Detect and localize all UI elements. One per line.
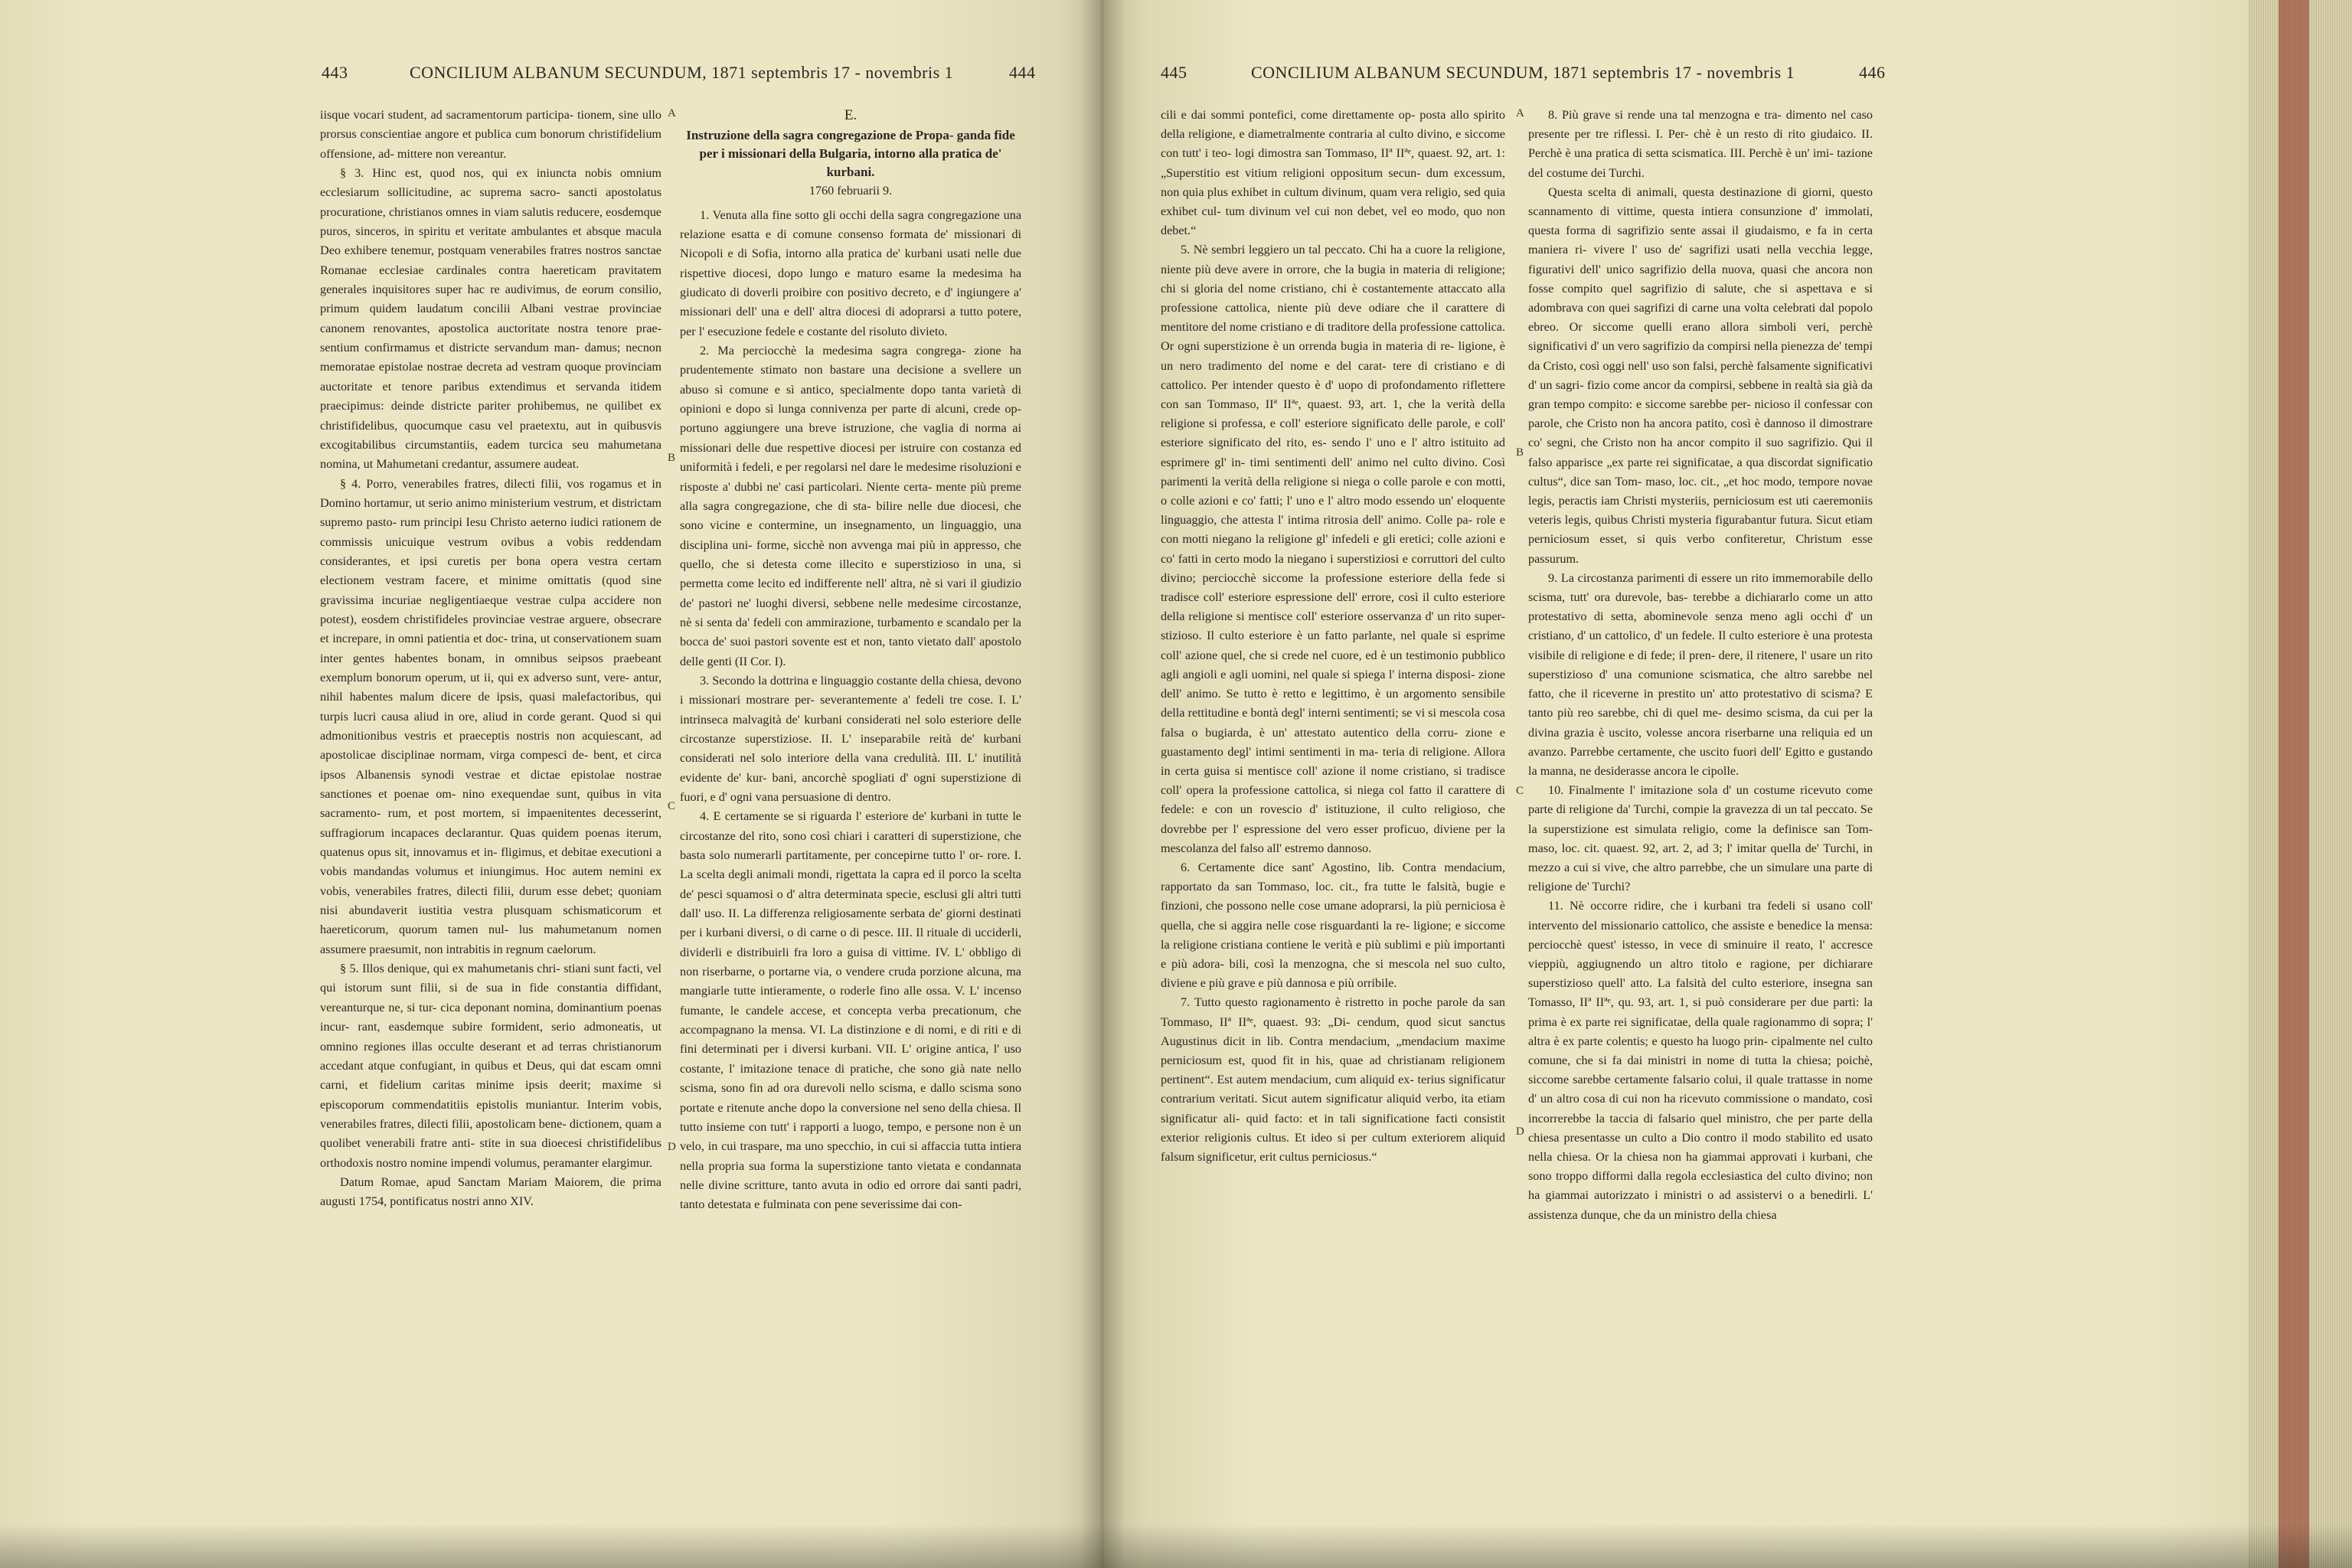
margin-marker-c: C xyxy=(1516,785,1524,797)
book-edge-right xyxy=(2248,0,2352,1568)
paragraph: § 5. Illos denique, qui ex mahumetanis chri- stiani sunt facti, vel qui istorum sunt filii, si de sua in fide constantia diffidant, vereanturque ne, si tur- cica deponant nomina, dominantium poenas incur- rant, easdemque subire formident, serio admoneatis, ut omnino regiones illas occulte deserant et ad terras christianorum accedant atque confugiant, in quibus et Deus, qui dat escam omni carni, et fidelium caritas minime ipsis deerit; maxime si episcoporum commendatitiis epistolis muniantur. Interim vobis, venerabiles fratres, dilecti filii, apostolicam bene- dictionem, quam a quolibet venerabili fratre anti- stite in sua dioecesi christifidelibus orthodoxis nostro nomine impendi volumus, peramanter elargimur. xyxy=(320,962,662,1170)
bottom-shadow xyxy=(0,1524,2352,1568)
page-number-446: 446 xyxy=(1859,63,1886,82)
left-page-column-1 xyxy=(320,106,662,1212)
paragraph: 4. E certamente se si riguarda l' esteriore de' kurbani in tutte le circostanze del rito, sono così chiari i caratteri di superstizione, che basta solo numerarli partitamente, per concepirne tutto l' or- rore. I. La scelta degli animali mondi, rigettata la capra ed il porco la scelta de' pesci squamosi o d' altra determinata specie, esclusi gli altri tutti dall' uso. II. La differenza religiosamente serbata de' giorni destinati per i kurbani diversi, o di carne o di pesce. III. Il rituale di ucciderli, dividerli e distribuirli fra loro a guisa di vittime. IV. L' obbligo di non riserbarne, o portarne via, o vendere cruda porzione alcuna, ma mangiarle tutte intieramente, o roderle fino alle ossa. V. L' incenso fumante, le candele accese, et concepta verba precationum, che accompagnano la mensa. VI. La distinzione e di nomi, e di riti e di fini determinati per i diversi kurbani. VII. L' origine antica, l' uso costante, l' imitazione tenace di pratiche, che sono già nate nello scisma, sono fin ad ora durevoli nello scisma, e dallo scisma sono portate e ritenute anche dopo la conversione nel seno della chiesa. Il tutto insieme con tutt' i rapporti a luogo, tempo, e persone non è un velo, in cui traspare, ma uno specchio, in cui si affaccia tutta intiera nella propria sua forma la superstizione tanto vietata e condannata nelle divine scritture, tanto avuta in odio ed orrore dai santi padri, tanto detestata e fulminata con pene severissime dai con- xyxy=(680,809,1021,1212)
paragraph: iisque vocari student, ad sacramentorum participa- tionem, sine ullo prorsus conscientiae angore et publica cum bonorum christifidelium offensione, ad- mittere non vereantur. xyxy=(320,108,662,161)
paragraph: Questa scelta di animali, questa destinazione di giorni, questo scannamento di vittime, questa intiera consunzione d' immolati, questa forma di sagrifizio sente assai il giudaismo, e fa in certa maniera ri- vivere l' uso de' sagrifizi usati nella vecchia legge, figurativi dell' unico sagrifizio della nuova, quasi che ancora non fosse compito quel sagrifizio di salute, che si aspettava e si adombrava con quei sagrifizi di carne una volta celebrati dal popolo ebreo. Or siccome quelli erano allora simboli veri, perchè significativi d' un vero sagrifizio da compirsi nella pienezza de' tempi da Cristo, così oggi nell' uso son falsi, perchè falsamente significativi d' un sagri- fizio come ancor da compirsi, sebbene in realtà sia già da gran tempo compito: e siccome sarebbe per- nicioso il confessar con parole, che Cristo non ha ancora patito, così è dannoso il dimostrare co' segni, che Cristo non ha ancor compito il suo sagrifizio. Qui il falso apparisce „ex parte rei significatae, a qua discordat significatio cultus“, dice san Tom- maso, loc. cit., „et hoc modo, tempore novae legis, peractis iam Christi mysteriis, perniciosum est uti caeremoniis veteris legis, quibus Christi mysteria figurabantur futura. Sicut etiam perniciosum esset, si quis verbo confiteretur, Christum esse passurum. xyxy=(1528,185,1873,566)
page-number-444: 444 xyxy=(1009,63,1036,82)
margin-marker-a: A xyxy=(1516,107,1524,119)
paragraph: 10. Finalmente l' imitazione sola d' un costume ricevuto come parte di religione da' Turchi, compie la gravezza di un tal peccato. Se la superstizione est simulata religio, come la definisce san Tom- maso, loc. cit. quaest. 92, art. 2, ad 3; l' imitar quella de' Turchi, in mezzo a cui si vive, che altro parrebbe, che un simulare una parte di religione de' Turchi? xyxy=(1528,783,1873,894)
paragraph: § 3. Hinc est, quod nos, qui ex iniuncta nobis omnium ecclesiarum sollicitudine, ac suprema sacro- sancti apostolatus procuratione, christianos omnes in viam salutis reducere, eosdemque puros, sinceros, in spiritu et veritate ambulantes et absque macula Deo exhibere tenemur, postquam venerabiles fratres nostros sanctae Romanae ecclesiae cardinales contra haereticam pravitatem generales inquisitores super hac re audivimus, de eorum consilio, primum quidem laudatum concilii Albani vestrae provinciae canonem renovantes, apostolica auctoritate nostra tenore prae- sentium confirmamus et districte servandum man- damus; necnon memoratae epistolae nostrae decreta ad vestram quoque provinciam auctoritate et tenore paribus extendimus et servanda itidem praecipimus: deinde districte pariter prohibemus, ne quilibet ex christifidelibus, quocumque casu vel praetextu, aut in quibusvis excogitabilibus circumstantiis, eadem turcica seu mahumetana nomina, ut Mahumetani credantur, assumere audeat. xyxy=(320,166,662,472)
margin-marker-b: B xyxy=(1516,446,1524,459)
paragraph: 2. Ma perciocchè la medesima sagra congrega- zione ha prudentemente stimato non bastare una decisione a svellere un abuso sì comune e sì antico, specialmente dopo tanta varietà di opinioni e dopo sì lunga connivenza per parte di alcuni, crede op- portuno aggiungere una breve istruzione, che vaglia di norma ai missionari delle due respettive diocesi per istruire con costanza ed uniformità i fedeli, e per regolarsi nel dare le medesime risoluzioni e risposte a' dubbi ne' casi particolari. Niente certa- mente più preme alla sagra congregazione, che di sta- bilire nelle due diocesi, che sono vicine e contermine, un insegnamento, un linguaggio, una disciplina uni- forme, sicchè non avvenga mai più in appresso, che quello, che si detesta come illecito e superstizioso in una, si permetta come lecito ed indifferente nell' altra, nè si vari il giudizio de' pastori ne' luoghi diversi, sebbene nelle medesime circostanze, nè si senta da' fedeli con ammirazione, turbamento e scandalo per la bocca de' suoi pastori sovente est et non, tanto vietato dall' apostolo delle genti (II Cor. I). xyxy=(680,344,1021,668)
margin-marker-b: B xyxy=(668,452,676,464)
paragraph: 8. Più grave si rende una tal menzogna e tra- dimento nel caso presente per tre riflessi. I. Per- chè è un resto di rito giudaico. II. Perchè è una pratica di setta scismatica. III. Perchè è un' imi- tazione del costume dei Turchi. xyxy=(1528,108,1873,180)
running-title: CONCILIUM ALBANUM SECUNDUM, 1871 septembris 17 - novembris 1 xyxy=(410,63,954,82)
left-page xyxy=(0,0,1099,1568)
section-heading: Instruzione della sagra congregazione de Propa- ganda fide per i missionari della Bulgaria, intorno alla pratica de' kurbani. xyxy=(686,128,1015,180)
margin-marker-a: A xyxy=(668,107,676,119)
paragraph: 1. Venuta alla fine sotto gli occhi della sagra congregazione una relazione esatta e di comune consenso formata de' missionari di Nicopoli e di Sofia, intorno alla pratica de' kurbani usati nelle due rispettive diocesi, dopo lungo e maturo esame la medesima ha giudicato di doverli proibire con positivo decreto, e d' ingiungere a' missionari dell' una e dell' altra diocesi di adoprarsi a tutto potere, per l' esecuzione fedele e costante del risoluto divieto. xyxy=(680,207,1021,338)
paragraph: 9. La circostanza parimenti di essere un rito immemorabile dello scisma, tutt' ora durevole, bas- terebbe a dichiararlo come un atto protestativo di setta, abominevole senza meno agli occhi d' un cristiano, d' un cattolico, d' un fedele. Il culto esteriore è una protesta visibile di religione e di fede; il pren- dere, il ritenere, l' usare un rito superstizioso d' una comunione scismatica, che altro sarebbe nel fatto, che il riceverne in prestito un' atto protestativo di scisma? E tanto più reo sarebbe, chi di quel me- desimo scisma, da cui per la divina grazia è uscito, volesse ancora riserbarne una reliquia ed un avanzo. Parrebbe certamente, che uscito fuori dell' Egitto e gustando la manna, ne desiderasse ancora le cipolle. xyxy=(1528,570,1873,778)
book-gutter xyxy=(1080,0,1125,1568)
paragraph: 6. Certamente dice sant' Agostino, lib. Contra mendacium, rapportato da san Tommaso, loc. cit., fra tutte le falsità, bugie e finzioni, che possono nelle cose umane adoprarsi, la più perniciosa è quella, che si aggira nelle cose risguardanti la re- ligione; e siccome la religione cristiana contiene le verità e più sublimi e più importanti e più adora- bili, così la menzogna, che si mescola nel suo culto, diviene e più grave e più dannosa e più orribile. xyxy=(1161,860,1505,991)
right-page-column-2 xyxy=(1528,106,1873,1225)
left-page-column-2 xyxy=(680,106,1021,1215)
paragraph: 11. Nè occorre ridire, che i kurbani tra fedeli si usano coll' intervento del missionario cattolico, che assiste e benedice la mensa: perciocchè quest' istesso, in vece di sminuire il reato, l' accresce vieppiù, aggiugnendo un altro titolo e ragione, per dichiarare superstizioso quell' atto. La falsità del culto esteriore, insegna san Tomasso, IIª IIªᵉ, qu. 93, art. 1, si può considerare per due parti: la prima è ex parte rei significatae, della quale ragionammo di sopra; l' altra è ex parte colentis; e questo ha luogo prin- cipalmente nel culto comune, che si fa dai ministri in nome di tutta la chiesa; poichè, siccome sarebbe certamente falsario colui, il quale trattasse in nome d' un altro cosa di cui non ha ricevuto commissione o mandato, così incorrerebbe la taccia di falsario quel ministro, che per parte della chiesa presentasse un culto a Dio contro il modo stabilito ed usato nella chiesa. Or la chiesa non ha giammai approvati i kurbani, che sono troppo difformi dalla regola ecclesiastica del culto divino; non ha giammai autorizzato i ministri o ad assistervi o a benedirli. L' assistenza dunque, che da un ministro della chiesa xyxy=(1528,899,1873,1222)
right-page-column-1 xyxy=(1161,106,1505,1167)
book-spine-band xyxy=(2278,0,2309,1568)
paragraph: § 4. Porro, venerabiles fratres, dilecti filii, vos rogamus et in Domino hortamur, ut serio animo ministerium vestrum, et districtam supremo pasto- rum principi Iesu Christo aeterno iudici rationem de commissis unicuique vestrum ovibus a vobis reddendam considerantes, et ipsi curetis per bona opera vestra certam electionem vestram facere, et minime omittatis (quod sine gravissima incuriae negligentiaeque vestrae culpa accidere non potest), eosdem christifideles provinciae vestrae arguere, obsecrare et increpare, in omni patientia et doc- trina, ut conservationem suam inter gentes habentes bonam, in omnibus seipsos praebeant exemplum bonorum operum, ut ii, qui ex adverso sunt, vere- antur, nihil habentes malum dicere de ipsis, quasi malefactoribus, qui turpis lucri causa aliud in ore, aliud in corde gerant. Quod si qui admonitionibus vestris et praeceptis nostris non acquiescant, ad apostolicae disciplinae normam, virga compesci de- bent, et circa ipsos Albanensis synodi vestrae et dictae epistolae nostrae sanctiones et poenae om- nino exequendae sunt, quibus in vita sacramento- rum, et post mortem, si impaenitentes decesserint, suffragiorum incapaces declarantur. Quas quidem poenas iterum, quatenus opus sit, innovamus et in- fligimus, et debitae executioni a vobis mandandas volumus et iniungimus. Hoc autem nemini ex vobis, venerabiles fratres, dilecti filii, durum esse debet; quoniam nisi abundaverit iustitia vestra plusquam schismaticorum et haereticorum, quorum tamen nul- lus mahumetanum nomen assumere praesumit, non intrabitis in regnum caelorum. xyxy=(320,476,662,956)
paragraph: cili e dai sommi pontefici, come direttamente op- posta allo spirito della religione, e diametralmente contraria al culto divino, e siccome con tutt' i teo- logi dimostra san Tommaso, IIª IIªᵉ, quaest. 92, art. 1: „Superstitio est vitium religioni oppositum secun- dum excessum, non quia plus exhibet in cultum divinum, quam vera religio, sed quia exhibet cul- tum divinum vel cui non debet, vel eo modo, quo non debet.“ xyxy=(1161,108,1505,238)
right-page xyxy=(1099,0,2248,1568)
page-number-443: 443 xyxy=(322,63,348,82)
paragraph: 3. Secondo la dottrina e linguaggio costante della chiesa, devono i missionari mostrare per- severantemente a' fedeli tre cose. I. L' intrinseca malvagità de' kurbani considerati nel solo esteriore delle circostanze superstiziose. II. L' inseparabile reità de' kurbani considerati nel solo interiore della vana credulità. III. L' inutilità evidente de' kur- bani, ancorchè spogliati d' ogni superstizione di fuori, e d' ogni vana persuasione di dentro. xyxy=(680,673,1021,804)
paragraph: Datum Romae, apud Sanctam Mariam Maiorem, die prima augusti 1754, pontificatus nostri anno XIV. xyxy=(320,1174,662,1209)
section-letter: E. xyxy=(844,107,858,123)
paragraph: 5. Nè sembri leggiero un tal peccato. Chi ha a cuore la religione, niente più deve avere in orrore, che la bugia in materia di religione; chi si gloria del nome cristiano, chi è costantemente attaccato alla professione cattolica, niente più deve odiare che il carattere di mentitore del nome cristiano e di traditore della professione cattolica. Or ogni superstizione è un orrenda bugia in materia di re- ligione, è un nero tradimento del nome e del carat- tere di cristiano e di cattolico. Per intender questo è d' uopo di profondamento riflettere con san Tommaso, IIª IIªᵉ, quaest. 93, art. 1, che la verità della religione si professa, e coll' esteriore significato delle parole, e coll' esteriore significato del rito, es- sendo l' uno e l' altro istituito ad esprimere gl' in- timi sentimenti dell' animo nel culto divino. Così parimenti la verità della religione si niega o colle parole e con motti, o colle azioni e co' fatti; l' uno e l' altro modo essendo un' eloquente linguaggio, che attesta l' intima ritrosia dell' animo. Colle pa- role e con motti niegano la religione gl' infedeli e gli eretici; colle azioni e co' fatti in certo modo la niegano i superstiziosi e corruttori del culto divino; perciocchè siccome la professione esteriore della fede si tradisce coll' esteriore espressione dell' errore, così il culto esteriore della religione si mentisce coll' esteriore osservanza d' un rito super- stizioso. Il culto esteriore è un fatto parlante, nel quale si esprime coll' azione quel, che si crede nel cuore, ed è un testimonio pubblico agli angioli e agli uomini, nel quale si spiega l' interna disposi- zione dell' animo. Se tutto è retto e legittimo, è un argomento sensibile della rettitudine e bontà degl' interni sentimenti; se vi si mescola cosa falsa o bugiarda, è un' attestato autentico della corru- zione e guastamento degl' intimi sentimenti in ma- teria di religione. Allora in certa guisa si mentisce coll' azione il nome cristiano, si tradisce coll' opera la professione cattolica, si niega col fatto il carattere di fedele: e con un rovescio d' istituzione, il culto religioso, che dovrebbe per l' espressione del vero esser proficuo, diviene per la mescolanza del falso all' estremo dannoso. xyxy=(1161,243,1505,855)
margin-marker-d: D xyxy=(1516,1125,1524,1138)
margin-marker-d: D xyxy=(668,1141,676,1153)
section-date: 1760 februarii 9. xyxy=(808,184,893,198)
running-title: CONCILIUM ALBANUM SECUNDUM, 1871 septembris 17 - novembris 1 xyxy=(1251,63,1795,82)
margin-marker-c: C xyxy=(668,800,676,812)
page-number-445: 445 xyxy=(1161,63,1187,82)
paragraph: 7. Tutto questo ragionamento è ristretto in poche parole da san Tommaso, IIª IIªᵉ, quaest. 93: „Di- cendum, quod sicut sanctus Augustinus dicit in lib. Contra mendacium, „mendacium maxime perniciosum est, quod fit in his, quae ad christianam religionem pertinent“. Est autem mendacium, cum aliquid ex- terius significatur contrarium veritati. Sicut autem significatur aliquid verbo, ita etiam significatur ali- quid facto: et in tali significatione facti consistit exterior religionis cultus. Et ideo si per cultum exteriorem aliquid falsum significetur, erit cultus perniciosus.“ xyxy=(1161,995,1505,1164)
